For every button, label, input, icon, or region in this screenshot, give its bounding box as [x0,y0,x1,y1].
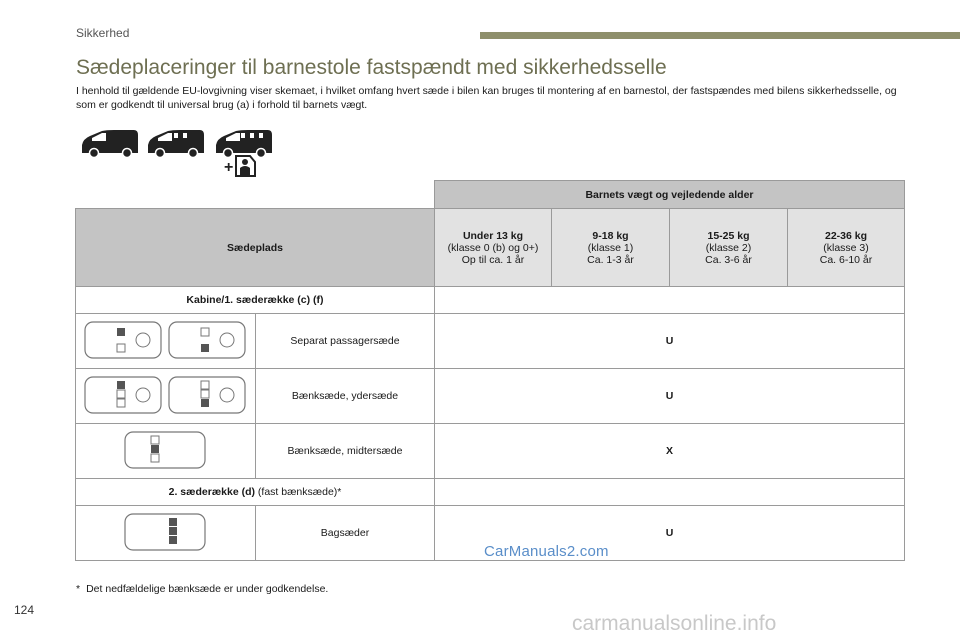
category-row-1: Kabine/1. sæderække (c) (f) [76,287,435,314]
child-seat-table [75,180,905,561]
seat-value: U [435,369,905,424]
car-topview-icon [81,318,251,362]
seat-value: X [435,424,905,479]
seat-diagram [76,506,256,561]
plus-child-seat-icon [224,156,255,176]
class-header-2: 15-25 kg (klasse 2) Ca. 3-6 år [670,209,788,287]
seat-header: Sædeplads [76,209,435,287]
watermark-carmanuals[interactable]: CarManuals2.com [484,543,609,560]
seat-value: U [435,314,905,369]
header-accent-bar [480,32,960,39]
weight-header: Barnets vægt og vejledende alder [435,181,905,209]
class-header-0: Under 13 kg (klasse 0 (b) og 0+) Op til ca. 1 år [435,209,552,287]
seat-diagram [76,424,256,479]
seat-diagram [76,314,256,369]
section-title: Sikkerhed [76,26,130,40]
seat-label: Bænksæde, ydersæde [256,369,435,424]
van-icon [82,130,138,158]
van-icon [216,130,272,158]
seat-label: Bænksæde, midtersæde [256,424,435,479]
class-header-1: 9-18 kg (klasse 1) Ca. 1-3 år [552,209,670,287]
page-number: 124 [14,603,35,617]
category-row-2: 2. sæderække (d) (fast bænksæde)* [76,479,435,506]
intro-text: I henhold til gældende EU-lovgivning viser skemaet, i hvilket omfang hvert sæde i bilen kan bruges til montering af en barnestol, der fastspændes med bilens sikkerhedsselle, og som er godkendt til universal brug (a) i forhold til barnets vægt. [76,85,897,111]
table-row [76,424,905,479]
footnote: * Det nedfældelige bænksæde er under godkendelse. [76,583,329,595]
car-topview-icon [81,373,251,417]
seat-label: Bagsæder [256,506,435,561]
car-topview-icon [121,428,211,472]
seat-diagram [76,369,256,424]
seat-value: U [435,506,905,561]
van-icon [148,130,204,158]
table-row [76,314,905,369]
svg-text:+: + [224,159,234,176]
seat-label: Separat passagersæde [256,314,435,369]
car-topview-icon [121,510,211,554]
class-header-3: 22-36 kg (klasse 3) Ca. 6-10 år [788,209,905,287]
page-title: Sædeplaceringer til barnestole fastspændt med sikkerhedsselle [76,56,667,79]
watermark-online[interactable]: carmanualsonline.info [572,612,777,635]
vehicle-icons [80,124,290,179]
table-row [76,369,905,424]
